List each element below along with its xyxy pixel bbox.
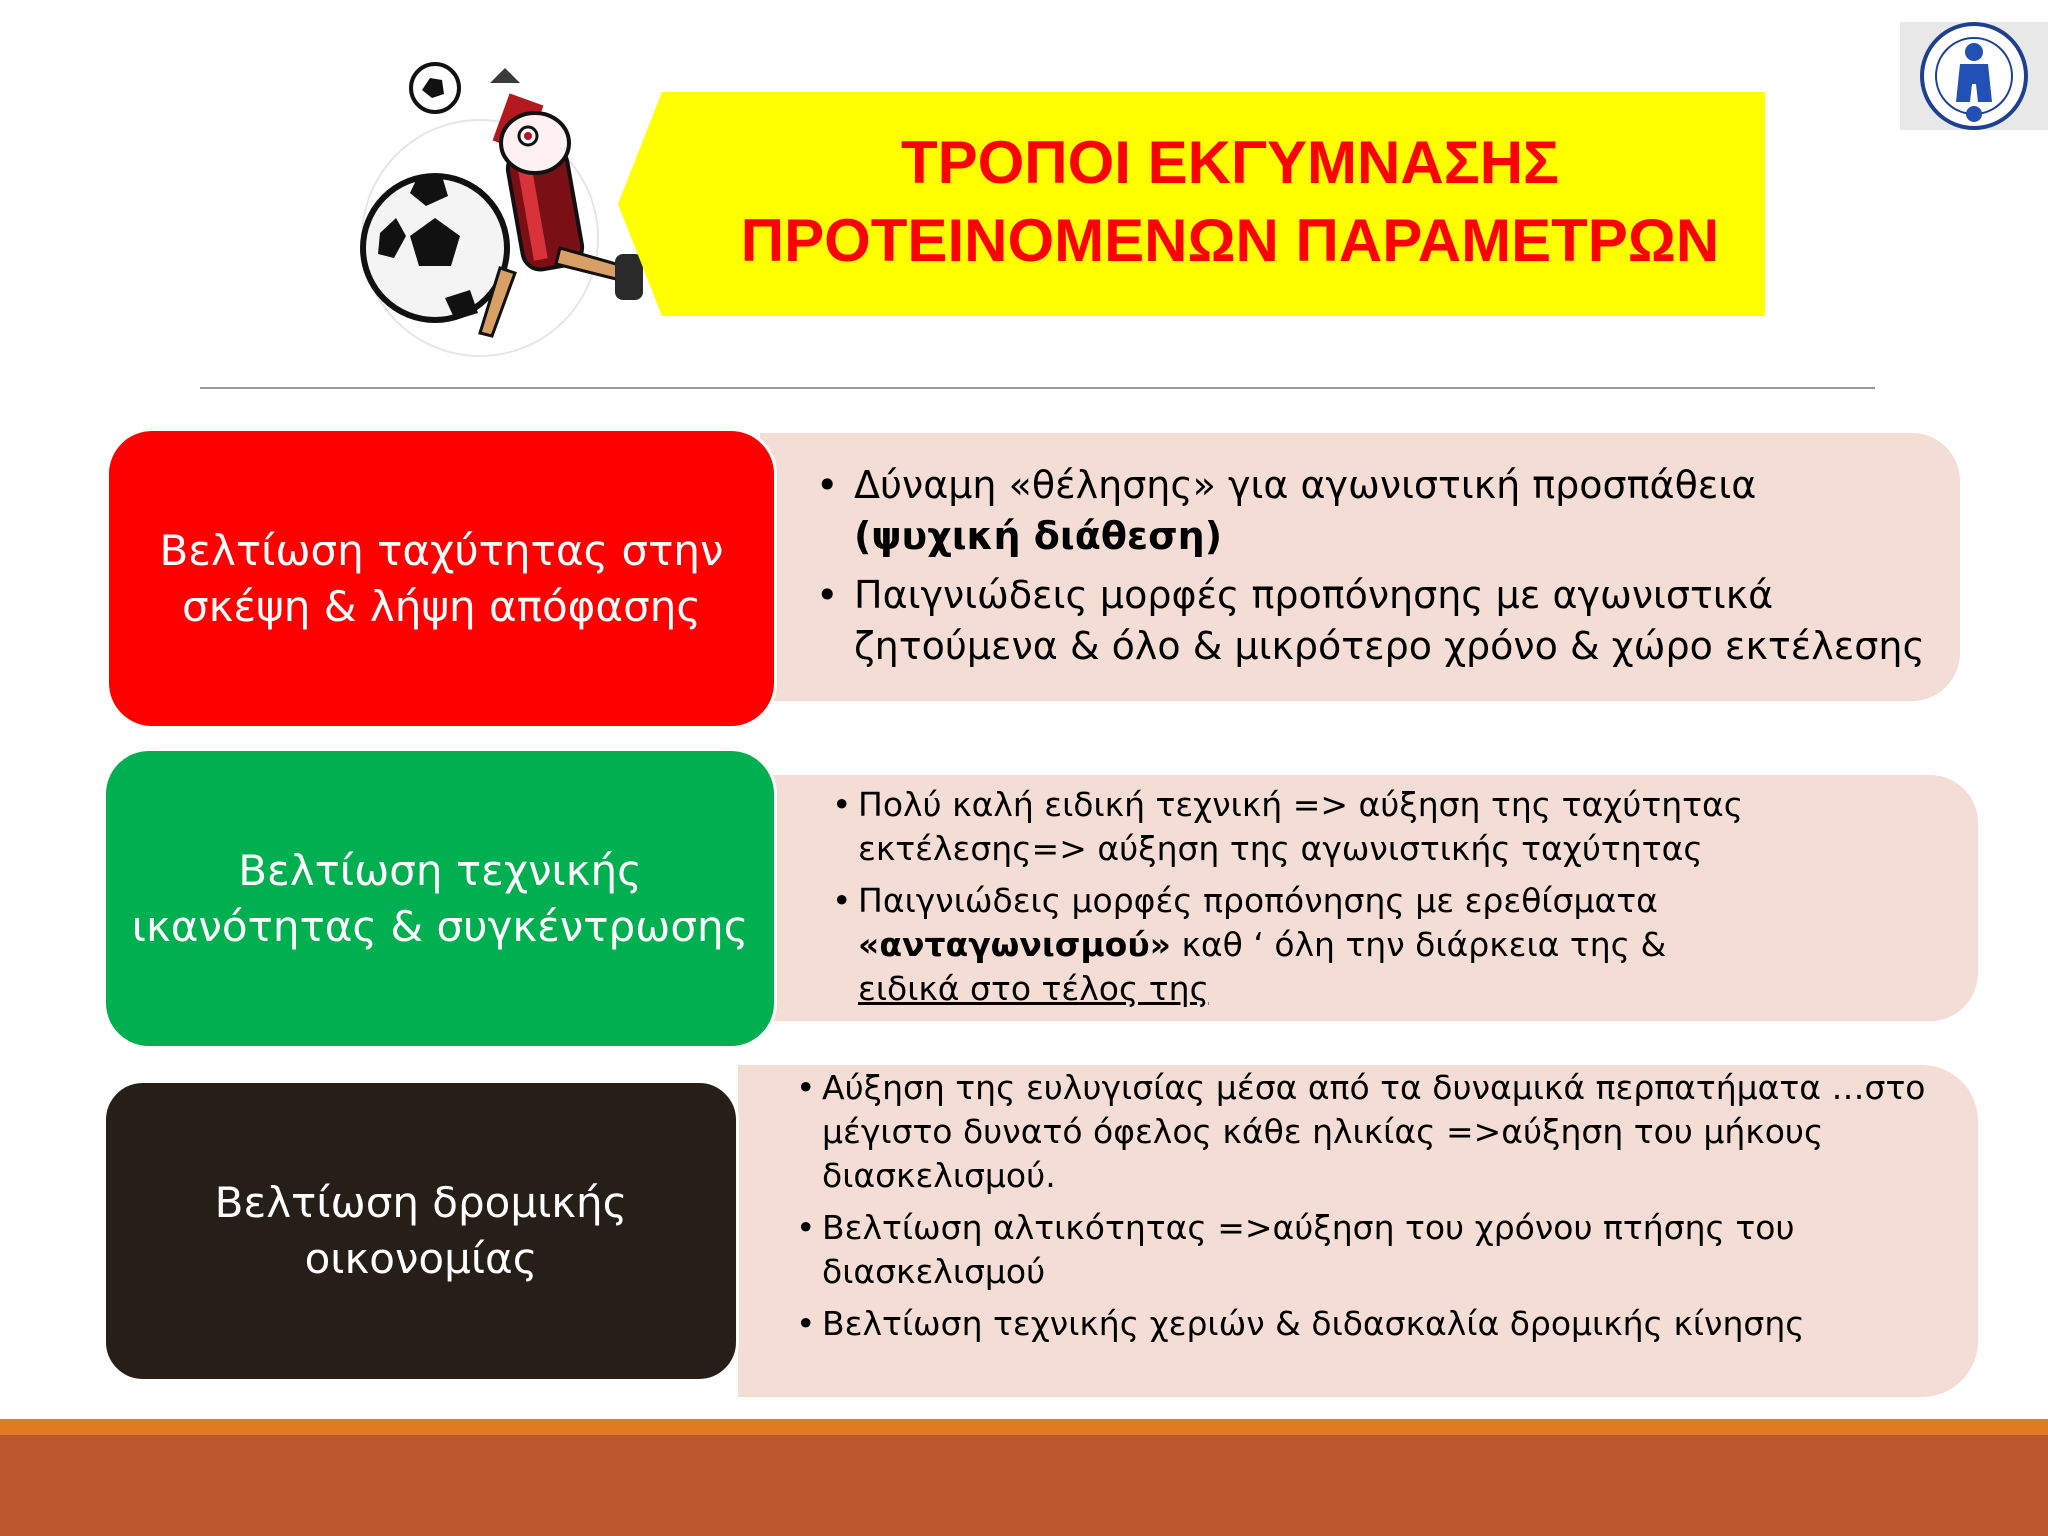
list-item: [816, 570, 1946, 672]
list-item: [832, 783, 1942, 871]
bullet-icon: •: [796, 1304, 816, 1343]
section-3-bullets: [796, 1066, 1956, 1354]
bullet-bold-text: «ανταγωνισμού»: [858, 925, 1171, 964]
bullet-text: Βελτίωση αλτικότητας =>αύξηση του χρόνου πτήσης του διασκελισμού: [822, 1208, 1795, 1291]
soccer-player-icon: [330, 58, 650, 368]
coaches-association-emblem-icon: [1900, 22, 2048, 130]
section-3-heading-box: [103, 1080, 739, 1382]
section-2-bullets: [832, 783, 1942, 1019]
section-1-heading: Βελτίωση ταχύτητας στην σκέψη & λήψη απόφασης: [159, 525, 724, 631]
list-item: [816, 460, 1946, 562]
section-1-heading-box: [106, 428, 777, 729]
page-title-line-1: ΤΡΟΠΟΙ ΕΚΓΥΜΝΑΣΗΣ: [900, 129, 1560, 196]
page-title: [700, 124, 1760, 280]
bullet-icon: •: [796, 1208, 816, 1247]
section-3-heading: Βελτίωση δρομικής οικονομίας: [214, 1178, 628, 1283]
bullet-icon: •: [816, 573, 839, 617]
bullet-icon: •: [796, 1068, 816, 1107]
list-item: [796, 1302, 1956, 1346]
list-item: [796, 1206, 1956, 1294]
section-2-heading-box: [103, 748, 777, 1049]
bullet-text: Παιγνιώδεις μορφές προπόνησης με αγωνιστικά ζητούμενα & όλο & μικρότερο χρόνο & χώρο εκτέλεσης: [854, 573, 1925, 668]
footer-accent-bar: [0, 1419, 2048, 1435]
bullet-icon: •: [832, 785, 852, 824]
section-1-bullets: [816, 460, 1946, 680]
bullet-text: Δύναμη «θέλησης» για αγωνιστική προσπάθεια: [854, 463, 1757, 507]
bullet-icon: •: [816, 463, 839, 507]
bullet-underline-text: ειδικά στο τέλος της: [858, 969, 1209, 1008]
bullet-text-after: καθ ‘ όλη την διάρκεια της &: [1181, 925, 1667, 964]
bullet-bold-text: (ψυχική διάθεση): [854, 514, 1223, 558]
bullet-text: Παιγνιώδεις μορφές προπόνησης με ερεθίσματα: [858, 881, 1658, 920]
bullet-text: Πολύ καλή ειδική τεχνική => αύξηση της ταχύτητας εκτέλεσης=> αύξηση της αγωνιστικής ταχύτητας: [858, 785, 1744, 868]
section-2-heading: Βελτίωση τεχνικής ικανότητας & συγκέντρωσης: [131, 845, 749, 951]
divider: [200, 387, 1875, 389]
footer-bar: [0, 1435, 2048, 1536]
list-item: [796, 1066, 1956, 1198]
page-title-line-2: ΠΡΟΤΕΙΝΟΜΕΝΩΝ ΠΑΡΑΜΕΤΡΩΝ: [740, 207, 1720, 274]
list-item: [832, 879, 1942, 1011]
bullet-icon: •: [832, 881, 852, 920]
bullet-text: Βελτίωση τεχνικής χεριών & διδασκαλία δρομικής κίνησης: [822, 1304, 1805, 1343]
bullet-text: Αύξηση της ευλυγισίας μέσα από τα δυναμικά περπατήματα …στο μέγιστο δυνατό όφελος κάθε ηλικίας =>αύξηση του μήκους διασκελισμού.: [822, 1068, 1926, 1195]
